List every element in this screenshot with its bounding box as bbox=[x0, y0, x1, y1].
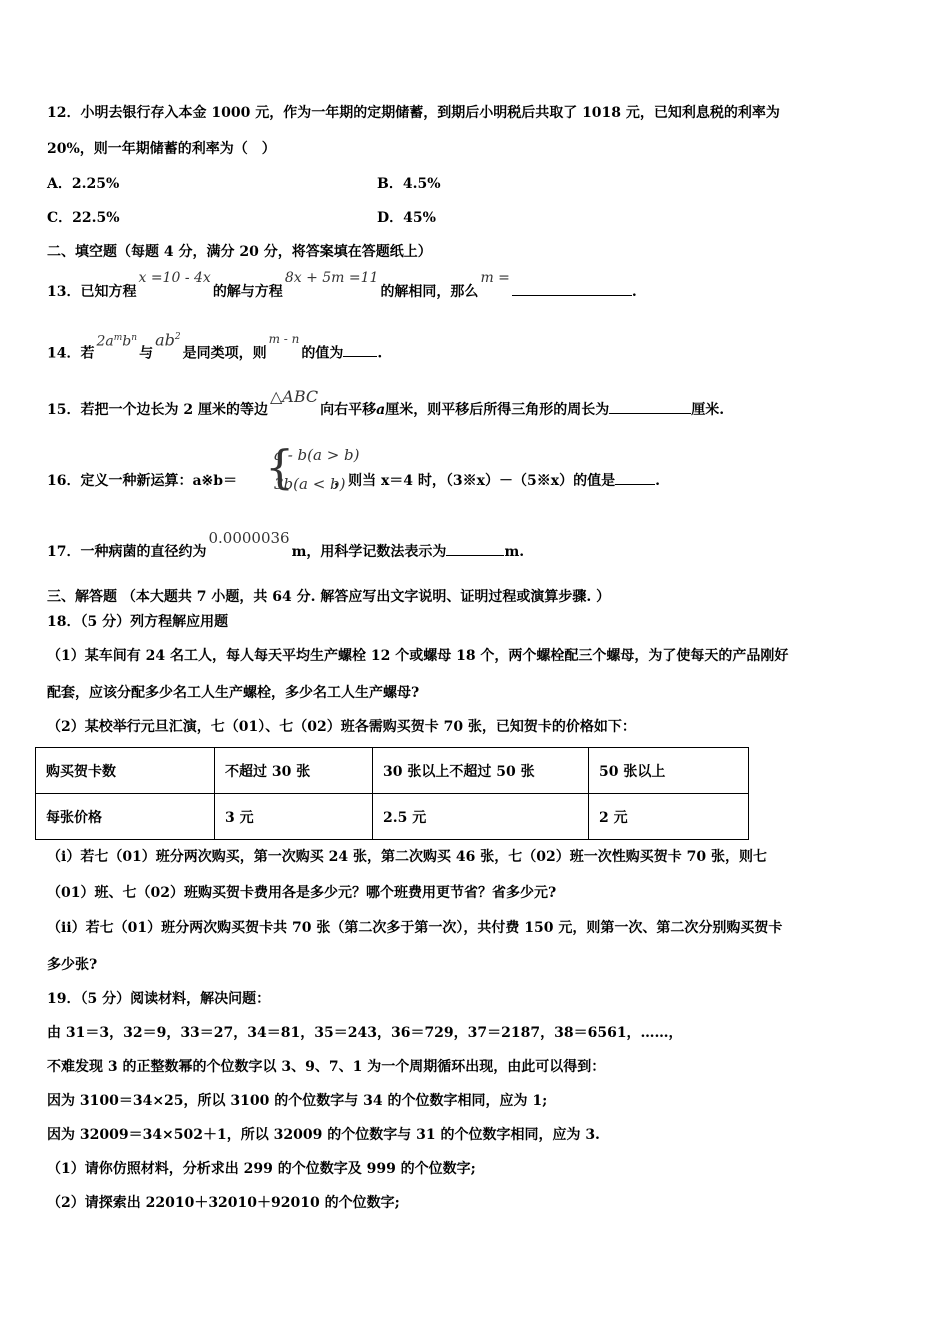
q13 bbox=[47, 270, 637, 301]
q12-option-a: A．2.25% bbox=[47, 176, 120, 192]
q18-part1-line-1: （1）某车间有 24 名工人，每人每天平均生产螺栓 12 个或螺母 18 个，两个螺栓配三个螺母，为了使每天的产品刚好 bbox=[47, 648, 789, 664]
q15-prefix: 15．若把一个边长为 2 厘米的等边 bbox=[47, 402, 268, 418]
q13-prefix: 13．已知方程 bbox=[47, 284, 137, 300]
q13-m-equals: m = bbox=[480, 270, 510, 286]
q16-brace: { bbox=[265, 440, 295, 494]
q13-mid-2: 的解相同，那么 bbox=[380, 284, 479, 300]
q14-end: 的值为 bbox=[301, 345, 344, 362]
q15-end: 厘米. bbox=[691, 402, 725, 418]
q17-end: m. bbox=[504, 544, 525, 560]
q14-prefix: 14．若 bbox=[47, 345, 95, 362]
table-row bbox=[36, 748, 749, 794]
q13-end: . bbox=[631, 284, 637, 300]
q14-term-1-exp-n: n bbox=[131, 332, 138, 343]
q14-mid-2: 是同类项，则 bbox=[182, 345, 267, 362]
q18-part2: （2）某校举行元旦汇演，七（01）、七（02）班各需购买贺卡 70 张，已知贺卡的价格如下： bbox=[47, 719, 636, 735]
q18-i-line-1: （i）若七（01）班分两次购买，第一次购买 24 张，第二次购买 46 张，七（02）班一次性购买贺卡 70 张，则七 bbox=[47, 849, 767, 865]
q18-title: 18．（5 分）列方程解应用题 bbox=[47, 614, 229, 630]
q12-line-1: 12．小明去银行存入本金 1000 元，作为一年期的定期储蓄，到期后小明税后共取了 1018 元，已知利息税的利率为 bbox=[47, 105, 780, 121]
q14-term-2 bbox=[155, 328, 181, 349]
q19-line-3: 因为 3100＝34×25，所以 3100 的个位数字与 34 的个位数字相同，应为 1; bbox=[47, 1093, 548, 1109]
q14-term-2-base: ab bbox=[155, 330, 175, 350]
q12-line-2: 20%，则一年期储蓄的利率为（ ） bbox=[47, 141, 276, 157]
q17-prefix: 17．一种病菌的直径约为 bbox=[47, 544, 207, 560]
table-cell: 2.5 元 bbox=[373, 794, 589, 840]
q16-case-2: 3b(a < b) bbox=[274, 475, 346, 493]
table-cell: 每张价格 bbox=[36, 794, 215, 840]
q19-line-1: 由 31＝3，32＝9，33＝27，34＝81，35＝243，36＝729，37＝2187，38＝6561，……， bbox=[47, 1025, 683, 1041]
q12-option-d: D．45% bbox=[377, 210, 436, 226]
q13-equation-1: x =10 - 4x bbox=[138, 270, 211, 286]
q16-piecewise bbox=[265, 442, 365, 498]
q12-option-c: C．22.5% bbox=[47, 210, 120, 226]
q19-title: 19．（5 分）阅读材料，解决问题： bbox=[47, 991, 271, 1007]
q14-term-1-base: 2a bbox=[96, 333, 114, 350]
q19-line-2: 不难发现 3 的正整数幂的个位数字以 3、9、7、1 为一个周期循环出现，由此可以得到： bbox=[47, 1059, 606, 1075]
q14-term-1 bbox=[96, 329, 137, 351]
q19-line-5: （1）请你仿照材料，分析求出 299 的个位数字及 999 的个位数字; bbox=[47, 1161, 476, 1177]
q16-case-1: a - b(a > b) bbox=[274, 446, 360, 464]
table-cell: 2 元 bbox=[589, 794, 749, 840]
table-cell: 不超过 30 张 bbox=[215, 748, 373, 794]
q19-line-6: （2）请探索出 22010＋32010＋92010 的个位数字; bbox=[47, 1195, 400, 1211]
table-cell: 购买贺卡数 bbox=[36, 748, 215, 794]
q15-mid: 向右平移 bbox=[320, 402, 377, 418]
q16-answer-blank[interactable] bbox=[615, 470, 655, 485]
table-row bbox=[36, 794, 749, 840]
q17-answer-blank[interactable] bbox=[446, 541, 504, 556]
q14 bbox=[47, 330, 383, 362]
q18-ii-line-1: （ⅱ）若七（01）班分两次购买贺卡共 70 张（第二次多于第一次），共付费 150 元，则第一次、第二次分别购买贺卡 bbox=[47, 920, 783, 936]
q15-answer-blank[interactable] bbox=[609, 399, 691, 414]
q13-mid: 的解与方程 bbox=[212, 284, 283, 300]
q15-triangle: △ABC bbox=[269, 387, 319, 406]
q18-ii-line-2: 多少张? bbox=[47, 957, 98, 973]
price-table bbox=[35, 747, 749, 840]
q15-mid-2: 厘米，则平移后所得三角形的周长为 bbox=[385, 402, 610, 418]
q17 bbox=[47, 529, 525, 561]
table-cell: 50 张以上 bbox=[589, 748, 749, 794]
q14-term-1-b: b bbox=[122, 333, 132, 350]
table-cell: 30 张以上不超过 50 张 bbox=[373, 748, 589, 794]
q16-prefix: 16．定义一种新运算：a※b＝ bbox=[47, 473, 238, 489]
section-2-heading: 二、填空题（每题 4 分，满分 20 分，将答案填在答题纸上） bbox=[47, 244, 432, 260]
q17-value: 0.0000036 bbox=[208, 529, 290, 547]
q19-line-4: 因为 32009＝34×502＋1，所以 32009 的个位数字与 31 的个位数字相同，应为 3. bbox=[47, 1127, 600, 1143]
q13-equation-2: 8x + 5m =11 bbox=[284, 270, 379, 286]
q14-expression: m - n bbox=[268, 332, 300, 347]
q18-part1-line-2: 配套，应该分配多少名工人生产螺栓，多少名工人生产螺母? bbox=[47, 685, 420, 701]
q14-term-2-exp: 2 bbox=[174, 332, 181, 342]
table-cell: 3 元 bbox=[215, 794, 373, 840]
q15 bbox=[47, 387, 725, 419]
q15-variable: a bbox=[376, 402, 386, 418]
q16-suffix: ，则当 x＝4 时，（3※x）－（5※x）的值是 bbox=[334, 473, 616, 489]
q14-mid: 与 bbox=[139, 345, 154, 362]
q14-term-1-exp-m: m bbox=[113, 332, 123, 343]
q16-end: . bbox=[655, 473, 660, 489]
q17-mid: m，用科学记数法表示为 bbox=[291, 544, 447, 560]
q14-end-2: . bbox=[377, 345, 383, 362]
q18-i-line-2: （01）班、七（02）班购买贺卡费用各是多少元？哪个班费用更节省？省多少元? bbox=[47, 885, 557, 901]
q14-answer-blank[interactable] bbox=[343, 342, 377, 357]
q13-answer-blank[interactable] bbox=[512, 281, 632, 296]
q12-option-b: B．4.5% bbox=[377, 176, 441, 192]
section-3-heading: 三、解答题 （本大题共 7 小题，共 64 分. 解答应写出文字说明、证明过程或演算步骤. ） bbox=[47, 589, 611, 605]
